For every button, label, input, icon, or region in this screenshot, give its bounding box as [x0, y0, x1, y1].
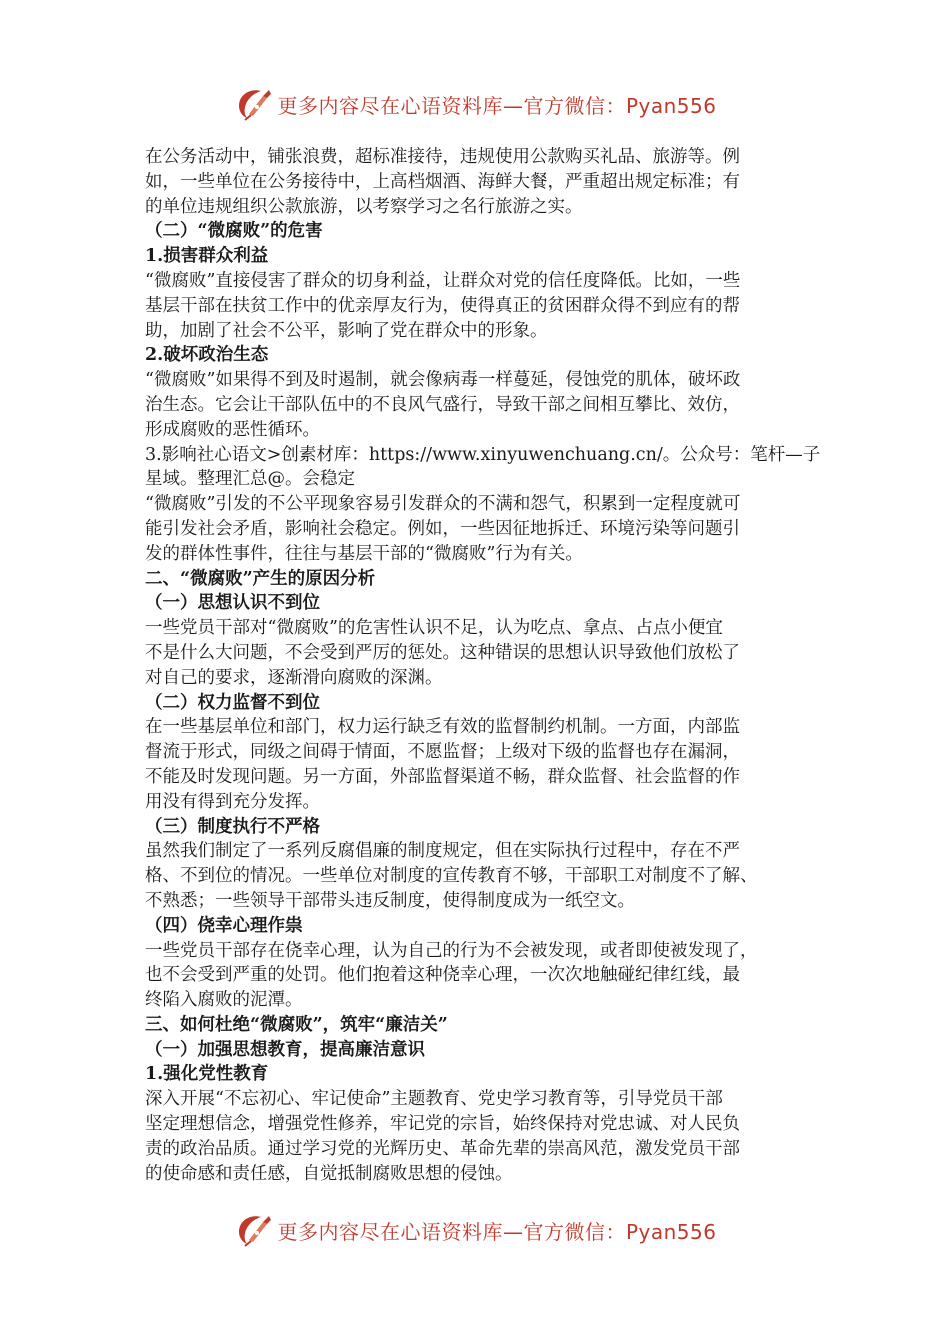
section-heading: 1.强化党性教育 — [145, 1064, 269, 1085]
section-heading: 2.破坏政治生态 — [145, 345, 269, 366]
pen-nib-logo-icon — [233, 1210, 273, 1250]
pen-nib-logo-icon — [233, 84, 273, 124]
paragraph-line: 星域。整理汇总@。会稳定 — [145, 469, 355, 490]
paragraph-line: 对自己的要求，逐渐滑向腐败的深渊。 — [145, 667, 443, 688]
paragraph-line: 能引发社会矛盾，影响社会稳定。例如，一些因征地拆迁、环境污染等问题引 — [145, 518, 740, 539]
paragraph-line: 在公务活动中，铺张浪费，超标准接待，违规使用公款购买礼品、旅游等。例 — [145, 147, 740, 167]
section-heading: 三、如何杜绝“微腐败”，筑牢“廉洁关” — [145, 1014, 448, 1035]
paragraph-line: 用没有得到充分发挥。 — [145, 791, 320, 812]
section-heading: （四）侥幸心理作祟 — [145, 915, 303, 936]
section-heading: （二）“微腐败”的危害 — [145, 221, 323, 242]
paragraph-line: 坚定理想信念，增强党性修养，牢记党的宗旨，始终保持对党忠诚、对人民负 — [145, 1114, 740, 1135]
paragraph-line: 不能及时发现问题。另一方面，外部监督渠道不畅，群众监督、社会监督的作 — [145, 766, 740, 787]
section-heading: （一）思想认识不到位 — [145, 593, 320, 614]
section-heading: 二、“微腐败”产生的原因分析 — [145, 568, 376, 589]
paragraph-line: 格、不到位的情况。一些单位对制度的宣传教育不够，干部职工对制度不了解、 — [145, 866, 758, 887]
paragraph-line: 形成腐败的恶性循环。 — [145, 419, 320, 440]
paragraph-line: 责的政治品质。通过学习党的光辉历史、革命先辈的崇高风范，激发党员干部 — [145, 1138, 740, 1159]
paragraph-line: “微腐败”直接侵害了群众的切身利益，让群众对党的信任度降低。比如，一些 — [145, 270, 741, 291]
paragraph-line: 助，加剧了社会不公平，影响了党在群众中的形象。 — [145, 320, 548, 341]
paragraph-line: 治生态。它会让干部队伍中的不良风气盛行，导致干部之间相互攀比、效仿， — [145, 394, 740, 415]
section-heading: 1.损害群众利益 — [145, 246, 269, 267]
document-body — [145, 145, 821, 1186]
paragraph-line: 不是什么大问题，不会受到严厉的惩处。这种错误的思想认识导致他们放松了 — [145, 642, 740, 663]
paragraph-line: 督流于形式，同级之间碍于情面，不愿监督；上级对下级的监督也存在漏洞， — [145, 742, 740, 763]
section-heading: （一）加强思想教育，提高廉洁意识 — [145, 1039, 425, 1060]
header-watermark-banner — [0, 82, 950, 126]
paragraph-line: 发的群体性事件，往往与基层干部的“微腐败”行为有关。 — [145, 543, 583, 564]
paragraph-line: 不熟悉；一些领导干部带头违反制度，使得制度成为一纸空文。 — [145, 890, 635, 911]
paragraph-line: 在一些基层单位和部门，权力运行缺乏有效的监督制约机制。一方面，内部监 — [145, 717, 740, 738]
paragraph-line: 基层干部在扶贫工作中的优亲厚友行为，使得真正的贫困群众得不到应有的帮 — [145, 295, 740, 316]
paragraph-line: 一些党员干部对“微腐败”的危害性认识不足，认为吃点、拿点、占点小便宜 — [145, 618, 723, 639]
paragraph-line: 也不会受到严重的处罚。他们抱着这种侥幸心理，一次次地触碰纪律红线，最 — [145, 965, 740, 986]
watermark-text: 更多内容尽在心语资料库—官方微信：Pyan556 — [277, 1219, 717, 1244]
section-heading: （二）权力监督不到位 — [145, 692, 320, 713]
paragraph-line: 3.影响社心语文>创素材库：https://www.xinyuwenchuang.cn/。公众号：笔杆—子 — [145, 444, 821, 465]
paragraph-line: 终陷入腐败的泥潭。 — [145, 990, 303, 1011]
paragraph-line: 深入开展“不忘初心、牢记使命”主题教育、党史学习教育等，引导党员干部 — [145, 1089, 723, 1110]
paragraph-line: 的使命感和责任感，自觉抵制腐败思想的侵蚀。 — [145, 1163, 513, 1184]
paragraph-line: “微腐败”引发的不公平现象容易引发群众的不满和怨气，积累到一定程度就可 — [145, 494, 741, 515]
paragraph-line: “微腐败”如果得不到及时遏制，就会像病毒一样蔓延，侵蚀党的肌体，破坏政 — [145, 370, 741, 391]
paragraph-line: 如，一些单位在公务接待中，上高档烟酒、海鲜大餐，严重超出规定标准；有 — [145, 171, 740, 192]
paragraph-line: 一些党员干部存在侥幸心理，认为自己的行为不会被发现，或者即使被发现了， — [145, 940, 758, 961]
paragraph-line: 虽然我们制定了一系列反腐倡廉的制度规定，但在实际执行过程中，存在不严 — [145, 841, 740, 862]
paragraph-line: 的单位违规组织公款旅游，以考察学习之名行旅游之实。 — [145, 196, 583, 217]
section-heading: （三）制度执行不严格 — [145, 816, 320, 837]
footer-watermark-banner — [0, 1208, 950, 1252]
watermark-text: 更多内容尽在心语资料库—官方微信：Pyan556 — [277, 93, 717, 118]
